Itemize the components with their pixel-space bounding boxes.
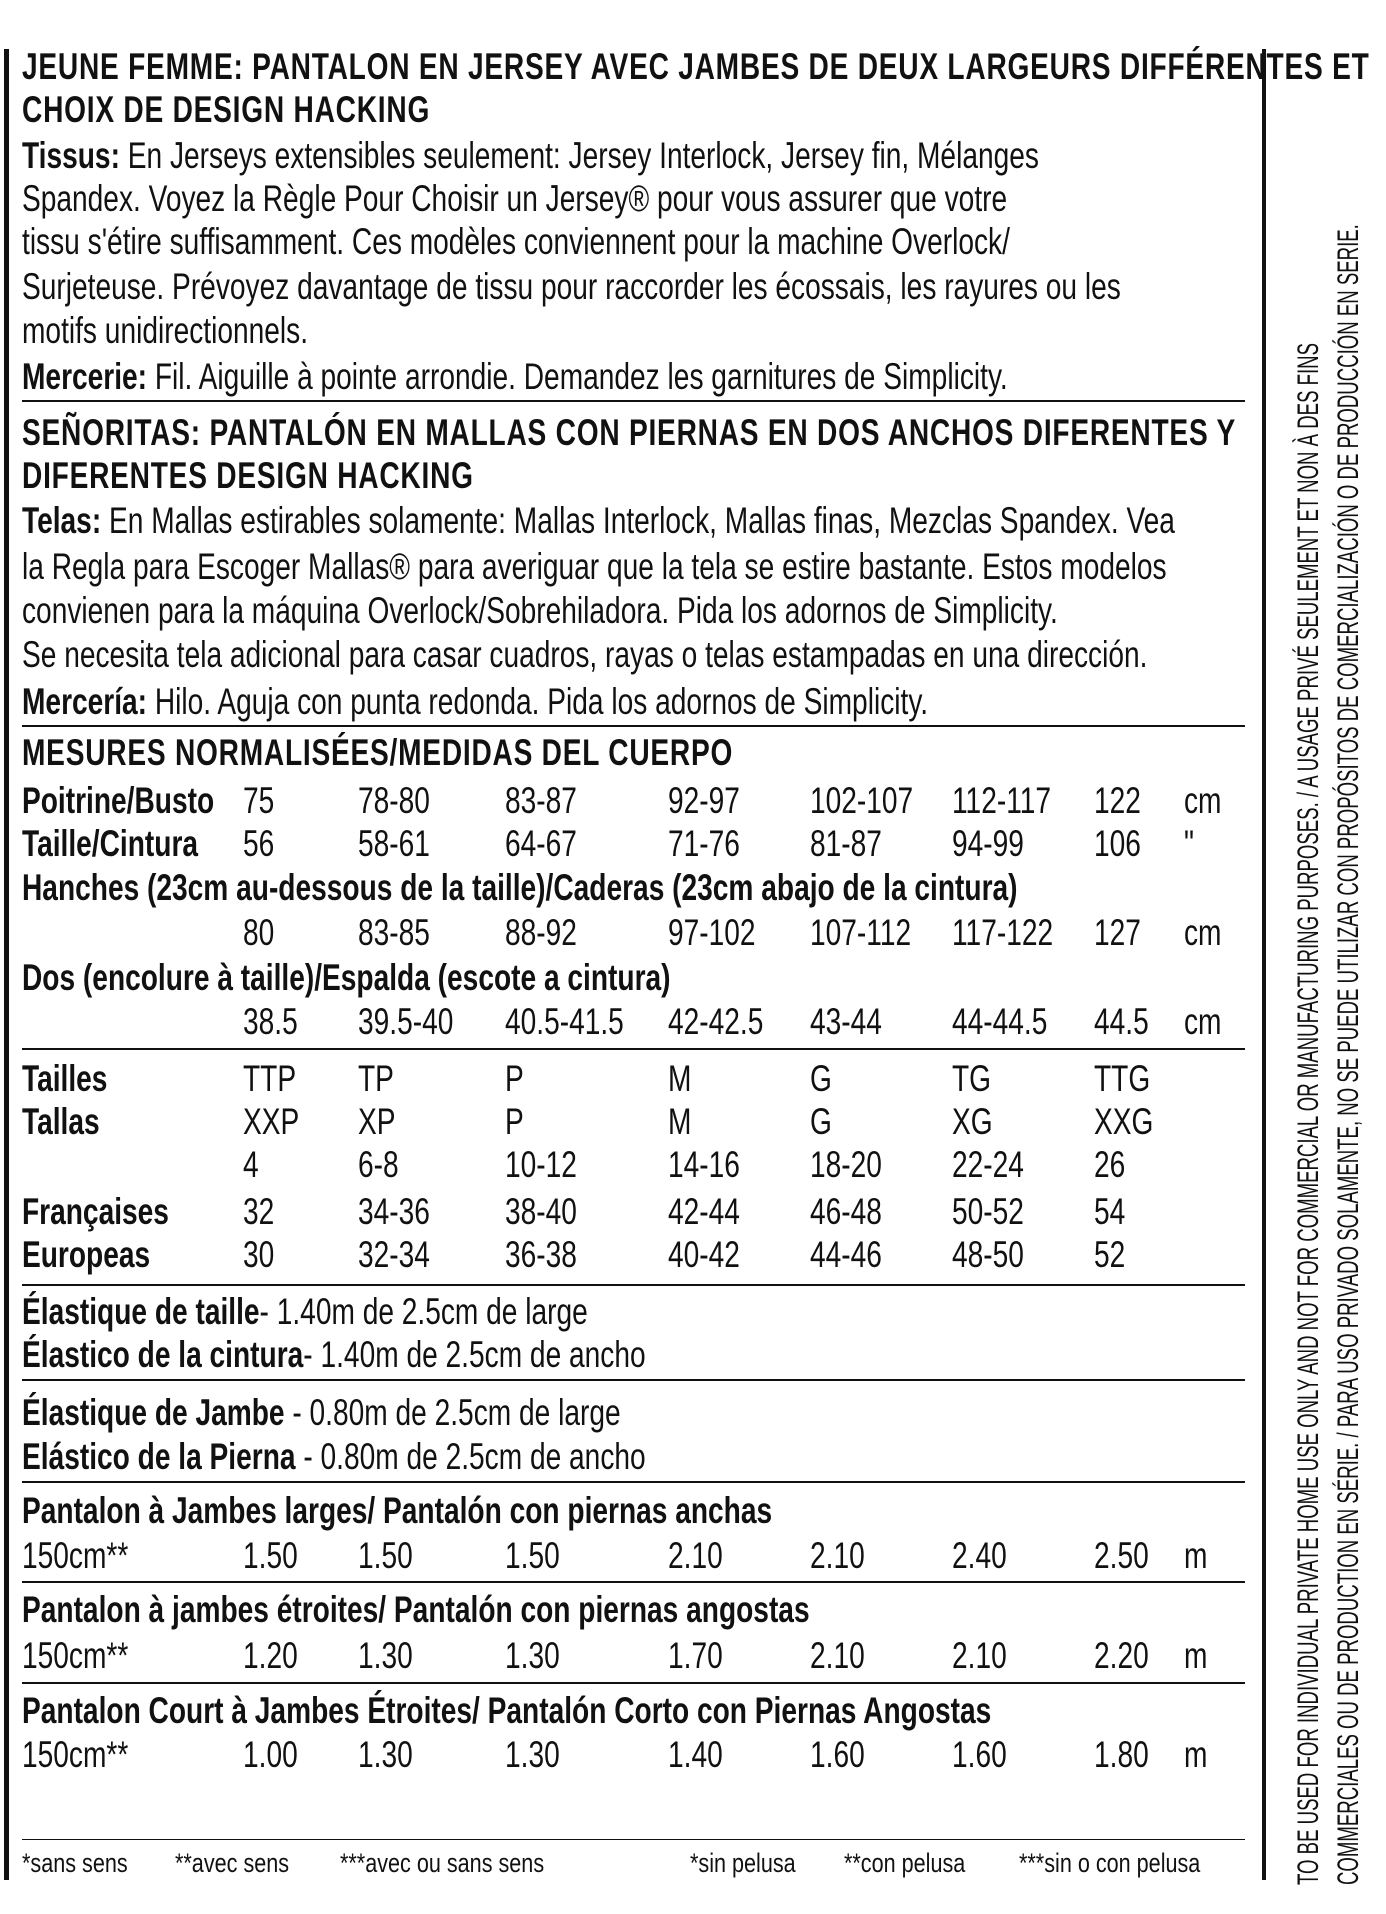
row-value: 46-48	[810, 1191, 882, 1232]
row-value: 1.70	[668, 1635, 723, 1676]
row-value: 71-76	[668, 823, 740, 864]
es-fabric-label: Telas:	[22, 500, 102, 541]
row-value: M	[668, 1101, 692, 1142]
row-value: 2.10	[810, 1635, 865, 1676]
row-value: 22-24	[952, 1144, 1024, 1185]
row-value: 43-44	[810, 1001, 882, 1042]
divider	[22, 1048, 1245, 1050]
row-value: 38.5	[243, 1001, 298, 1042]
row-value: M	[668, 1058, 692, 1099]
fr-notions	[22, 355, 1008, 399]
row-value: 26	[1094, 1144, 1126, 1185]
row-value: XP	[358, 1101, 396, 1142]
divider	[22, 1682, 1245, 1684]
row-value: 32	[243, 1191, 275, 1232]
elastic-leg-es-label: Elástico de la Pierna	[22, 1436, 296, 1477]
es-notions	[22, 680, 928, 724]
row-value: 97-102	[668, 912, 756, 953]
row-value: 2.10	[952, 1635, 1007, 1676]
row-value: 42-44	[668, 1191, 740, 1232]
row-value: 1.40	[668, 1734, 723, 1775]
row-value: 81-87	[810, 823, 882, 864]
footnote: ***avec ou sans sens	[340, 1848, 545, 1878]
es-fabric-line4: Se necesita tela adicional para casar cuadros, rayas o telas estampadas en una dirección.	[22, 634, 1148, 675]
fr-title-line2: CHOIX DE DESIGN HACKING	[22, 89, 431, 130]
es-fabric-line3: convienen para la máquina Overlock/Sobrehiladora. Pida los adornos de Simplicity.	[22, 590, 1058, 631]
elastic-waist-fr-label: Élastique de taille	[22, 1291, 260, 1332]
elastic-waist-es-label: Élastico de la cintura	[22, 1334, 304, 1375]
row-label: 150cm**	[22, 1535, 129, 1576]
es-title-line2: DIFERENTES DESIGN HACKING	[22, 455, 474, 496]
row-value: 102-107	[810, 780, 914, 821]
row-value: G	[810, 1058, 832, 1099]
footnote: **avec sens	[175, 1848, 290, 1878]
row-value: 1.00	[243, 1734, 298, 1775]
row-value: 38-40	[505, 1191, 577, 1232]
row-value: 2.20	[1094, 1635, 1149, 1676]
usage-notice-line1: TO BE USED FOR INDIVIDUAL PRIVATE HOME USE ONLY AND NOT FOR COMMERCIAL OR MANUFACTURING PURPOSES. / A USAGE PRIVÉ SEULEMENT ET NON À DES FINS	[1292, 342, 1325, 1886]
elastic-leg-fr	[22, 1391, 621, 1435]
row-unit: cm	[1184, 1001, 1222, 1042]
divider	[22, 1839, 1245, 1840]
row-value: 75	[243, 780, 275, 821]
row-label: Pantalon à Jambes larges/ Pantalón con piernas anchas	[22, 1490, 773, 1531]
footnote: *sin pelusa	[690, 1848, 796, 1878]
divider	[22, 1481, 1245, 1483]
row-value: 83-87	[505, 780, 577, 821]
row-value: 1.60	[952, 1734, 1007, 1775]
row-value: 52	[1094, 1234, 1126, 1275]
row-label: 150cm**	[22, 1635, 129, 1676]
row-value: XXP	[243, 1101, 300, 1142]
footnote: *sans sens	[22, 1848, 128, 1878]
footnote: ***sin o con pelusa	[1019, 1848, 1201, 1878]
row-value: 32-34	[358, 1234, 430, 1275]
elastic-waist-es-text: - 1.40m de 2.5cm de ancho	[303, 1334, 646, 1375]
row-label: Europeas	[22, 1234, 151, 1275]
row-value: 1.30	[358, 1734, 413, 1775]
row-value: 106	[1094, 823, 1141, 864]
row-value: 18-20	[810, 1144, 882, 1185]
row-value: 88-92	[505, 912, 577, 953]
row-value: 64-67	[505, 823, 577, 864]
measurements-heading: MESURES NORMALISÉES/MEDIDAS DEL CUERPO	[22, 732, 734, 773]
row-value: 44.5	[1094, 1001, 1149, 1042]
row-value: 58-61	[358, 823, 430, 864]
row-unit: m	[1184, 1535, 1208, 1576]
row-value: 36-38	[505, 1234, 577, 1275]
fr-notions-label: Mercerie:	[22, 356, 148, 397]
es-title-line1: SEÑORITAS: PANTALÓN EN MALLAS CON PIERNAS EN DOS ANCHOS DIFERENTES Y	[22, 412, 1237, 453]
row-value: 56	[243, 823, 275, 864]
row-value: P	[505, 1101, 524, 1142]
fr-notions-text: Fil. Aiguille à pointe arrondie. Demandez les garnitures de Simplicity.	[147, 356, 1008, 397]
row-label: Taille/Cintura	[22, 823, 199, 864]
row-value: 92-97	[668, 780, 740, 821]
row-value: 40-42	[668, 1234, 740, 1275]
row-value: 2.50	[1094, 1535, 1149, 1576]
row-unit: cm	[1184, 912, 1222, 953]
row-value: 44-44.5	[952, 1001, 1048, 1042]
row-value: 1.30	[358, 1635, 413, 1676]
row-value: XG	[952, 1101, 993, 1142]
row-value: 1.80	[1094, 1734, 1149, 1775]
row-value: 1.50	[358, 1535, 413, 1576]
es-notions-label: Mercería:	[22, 681, 148, 722]
right-border	[1262, 49, 1266, 1880]
row-value: 83-85	[358, 912, 430, 953]
es-notions-text: Hilo. Aguja con punta redonda. Pida los adornos de Simplicity.	[147, 681, 929, 722]
row-label: Pantalon Court à Jambes Étroites/ Pantalón Corto con Piernas Angostas	[22, 1690, 992, 1731]
row-label: Poitrine/Busto	[22, 780, 215, 821]
row-value: 14-16	[668, 1144, 740, 1185]
row-value: 30	[243, 1234, 275, 1275]
row-value: P	[505, 1058, 524, 1099]
row-value: 6-8	[358, 1144, 399, 1185]
row-value: 78-80	[358, 780, 430, 821]
divider	[22, 1379, 1245, 1381]
elastic-leg-es	[22, 1435, 646, 1479]
divider	[22, 1581, 1245, 1583]
row-value: TG	[952, 1058, 992, 1099]
row-value: 112-117	[952, 780, 1052, 821]
row-value: 4	[243, 1144, 259, 1185]
row-value: 54	[1094, 1191, 1126, 1232]
row-unit: m	[1184, 1734, 1208, 1775]
row-value: TP	[358, 1058, 394, 1099]
row-label: Françaises	[22, 1191, 169, 1232]
divider	[22, 400, 1245, 402]
elastic-waist-es	[22, 1333, 646, 1377]
fr-fabric-text: En Jerseys extensibles seulement: Jersey Interlock, Jersey fin, Mélanges	[119, 135, 1039, 176]
row-value: 1.30	[505, 1635, 560, 1676]
row-value: 1.50	[505, 1535, 560, 1576]
elastic-waist-fr-text: - 1.40m de 2.5cm de large	[259, 1291, 588, 1332]
divider	[22, 725, 1245, 727]
row-value: 42-42.5	[668, 1001, 764, 1042]
elastic-leg-fr-text: - 0.80m de 2.5cm de large	[284, 1392, 621, 1433]
row-label: Tailles	[22, 1058, 108, 1099]
row-value: 48-50	[952, 1234, 1024, 1275]
row-value: 34-36	[358, 1191, 430, 1232]
row-value: TTP	[243, 1058, 297, 1099]
row-unit: cm	[1184, 780, 1222, 821]
elastic-waist-fr	[22, 1290, 588, 1334]
row-value: 44-46	[810, 1234, 882, 1275]
divider	[22, 1284, 1245, 1286]
row-value: 2.10	[668, 1535, 723, 1576]
es-fabric-line2: la Regla para Escoger Mallas® para averiguar que la tela se estire bastante. Estos modelos	[22, 546, 1167, 587]
row-unit: "	[1184, 823, 1194, 864]
fr-fabric-label: Tissus:	[22, 135, 120, 176]
row-value: 127	[1094, 912, 1141, 953]
fr-title-line1: JEUNE FEMME: PANTALON EN JERSEY AVEC JAMBES DE DEUX LARGEURS DIFFÉRENTES ET	[22, 46, 1370, 87]
row-value: 107-112	[810, 912, 912, 953]
row-value: 2.10	[810, 1535, 865, 1576]
fr-fabric-line4: Surjeteuse. Prévoyez davantage de tissu pour raccorder les écossais, les rayures ou les	[22, 266, 1121, 307]
fr-fabric-line2: Spandex. Voyez la Règle Pour Choisir un Jersey® pour vous assurer que votre	[22, 178, 1008, 219]
row-value: XXG	[1094, 1101, 1154, 1142]
row-label: 150cm**	[22, 1734, 129, 1775]
row-value: 50-52	[952, 1191, 1024, 1232]
fr-fabric-line5: motifs unidirectionnels.	[22, 310, 309, 351]
elastic-leg-fr-label: Élastique de Jambe	[22, 1392, 285, 1433]
row-value: 2.40	[952, 1535, 1007, 1576]
row-value: 39.5-40	[358, 1001, 454, 1042]
fr-fabric-line1	[22, 134, 1039, 178]
row-value: G	[810, 1101, 832, 1142]
row-label: Pantalon à jambes étroites/ Pantalón con piernas angostas	[22, 1589, 810, 1630]
row-label: Hanches (23cm au-dessous de la taille)/Caderas (23cm abajo de la cintura)	[22, 867, 1018, 908]
elastic-leg-es-text: - 0.80m de 2.5cm de ancho	[295, 1436, 646, 1477]
es-fabric-text: En Mallas estirables solamente: Mallas Interlock, Mallas finas, Mezclas Spandex. Vea	[101, 500, 1175, 541]
row-unit: m	[1184, 1635, 1208, 1676]
row-value: 1.30	[505, 1734, 560, 1775]
footnote: **con pelusa	[844, 1848, 966, 1878]
row-value: TTG	[1094, 1058, 1151, 1099]
row-value: 80	[243, 912, 275, 953]
row-label: Dos (encolure à taille)/Espalda (escote a cintura)	[22, 957, 671, 998]
row-value: 40.5-41.5	[505, 1001, 624, 1042]
usage-notice-line2: COMMERCIALES OU DE PRODUCTION EN SÉRIE. / PARA USO PRIVADO SOLAMENTE, NO SE PUEDE UTILIZAR CON PROPÓSITOS DE COMERCIALIZACIÓN O DE PRODUCCIÓN EN SERIE.	[1332, 224, 1365, 1886]
row-value: 1.60	[810, 1734, 865, 1775]
row-label: Tallas	[22, 1101, 100, 1142]
row-value: 117-122	[952, 912, 1054, 953]
row-value: 10-12	[505, 1144, 577, 1185]
row-value: 122	[1094, 780, 1141, 821]
es-fabric-line1	[22, 499, 1175, 543]
fr-fabric-line3: tissu s'étire suffisamment. Ces modèles conviennent pour la machine Overlock/	[22, 221, 1010, 262]
left-border	[4, 49, 9, 1880]
row-value: 1.20	[243, 1635, 298, 1676]
row-value: 94-99	[952, 823, 1024, 864]
row-value: 1.50	[243, 1535, 298, 1576]
